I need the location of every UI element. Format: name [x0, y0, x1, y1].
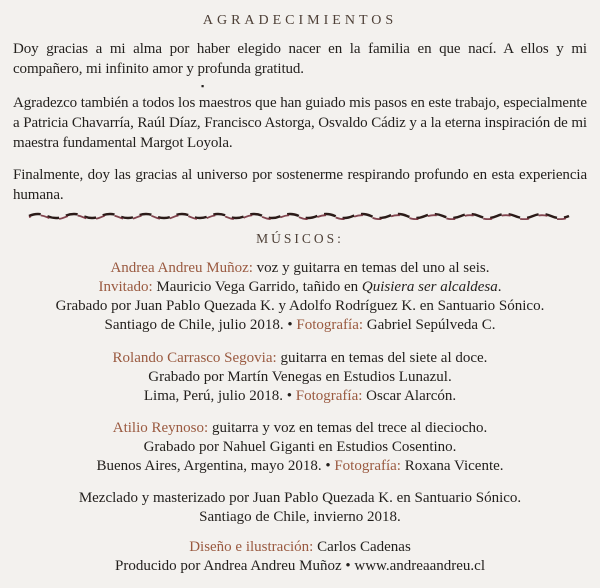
location-date: Buenos Aires, Argentina, mayo 2018. •: [96, 458, 335, 474]
location-date: Lima, Perú, julio 2018. •: [143, 388, 296, 404]
photo-credit: Gabriel Sepúlveda C.: [363, 317, 496, 333]
credit-line: [10, 349, 590, 368]
acknowledgments-paragraph-2: Agradezco también a todos los maestros que han guiado mis pasos en este trabajo, especialmente a Patricia Chavarría, Raúl Díaz, Francisco Astorga, Osvaldo Cádiz y a la eterna inspiración de mi maestra fundamental Margot Loyola.: [13, 95, 588, 151]
photo-label: Fotografía:: [334, 458, 401, 474]
musicians-heading: MÚSICOS:: [256, 231, 344, 246]
credit-block-atilio: [10, 419, 590, 476]
musician-role: guitarra y voz en temas del trece al dieciocho.: [208, 420, 488, 436]
musician-role: voz y guitarra en temas del uno al seis.: [252, 260, 490, 276]
musician-name: Atilio Reynoso:: [112, 420, 209, 436]
guest-line-end: .: [497, 279, 502, 295]
credit-line: [10, 387, 590, 406]
photo-label: Fotografía:: [295, 388, 363, 404]
credit-line: Producido por Andrea Andreu Muñoz • www.andreaandreu.cl: [114, 558, 485, 574]
credit-line: Grabado por Martín Venegas en Estudios Lunazul.: [148, 369, 452, 385]
design-label: Diseño e ilustración:: [189, 539, 314, 555]
credit-line: Grabado por Juan Pablo Quezada K. y Adolfo Rodríguez K. en Santuario Sónico.: [55, 298, 545, 314]
musician-name: Andrea Andreu Muñoz:: [110, 260, 253, 276]
credit-line: [10, 259, 590, 278]
design-credit: Carlos Cadenas: [313, 539, 411, 555]
credit-block-design: [10, 538, 590, 576]
paragraph-separator: [201, 80, 600, 93]
location-date: Santiago de Chile, julio 2018. •: [104, 317, 297, 333]
credit-line: [10, 316, 590, 335]
acknowledgments-paragraph-3: Finalmente, doy las gracias al universo por sostenerme respirando profundo en esta experiencia humana.: [13, 167, 587, 203]
credit-line: Grabado por Nahuel Giganti en Estudios Cosentino.: [143, 439, 457, 455]
acknowledgments-paragraph-1: Doy gracias a mi alma por haber elegido nacer en la familia en que nací. A ellos y mi compañero, mi infinito amor y profunda gratitud.: [13, 41, 587, 77]
braided-divider: [27, 211, 573, 220]
credit-line: [10, 457, 590, 476]
song-title: Quisiera ser alcaldesa: [361, 279, 498, 295]
guest-name: Mauricio Vega Garrido, tañido en: [152, 279, 362, 295]
musician-role: guitarra en temas del siete al doce.: [276, 350, 488, 366]
photo-credit: Roxana Vicente.: [400, 458, 504, 474]
musician-name: Rolando Carrasco Segovia:: [112, 350, 277, 366]
braided-divider-icon: [27, 211, 573, 220]
credit-block-rolando: [10, 349, 590, 406]
photo-credit: Oscar Alarcón.: [362, 388, 457, 404]
credit-line: [10, 538, 590, 557]
photo-label: Fotografía:: [296, 317, 364, 333]
credit-block-andrea: [10, 259, 590, 335]
credit-block-mixing: [10, 489, 590, 527]
credit-line: [10, 278, 590, 297]
guest-label: Invitado:: [98, 279, 153, 295]
credit-line: Santiago de Chile, invierno 2018.: [199, 509, 401, 525]
credit-line: [10, 419, 590, 438]
separator-dot-icon: ▪: [201, 81, 205, 91]
acknowledgments-title: AGRADECIMIENTOS: [202, 13, 398, 28]
credit-line: Mezclado y masterizado por Juan Pablo Quezada K. en Santuario Sónico.: [78, 490, 522, 506]
